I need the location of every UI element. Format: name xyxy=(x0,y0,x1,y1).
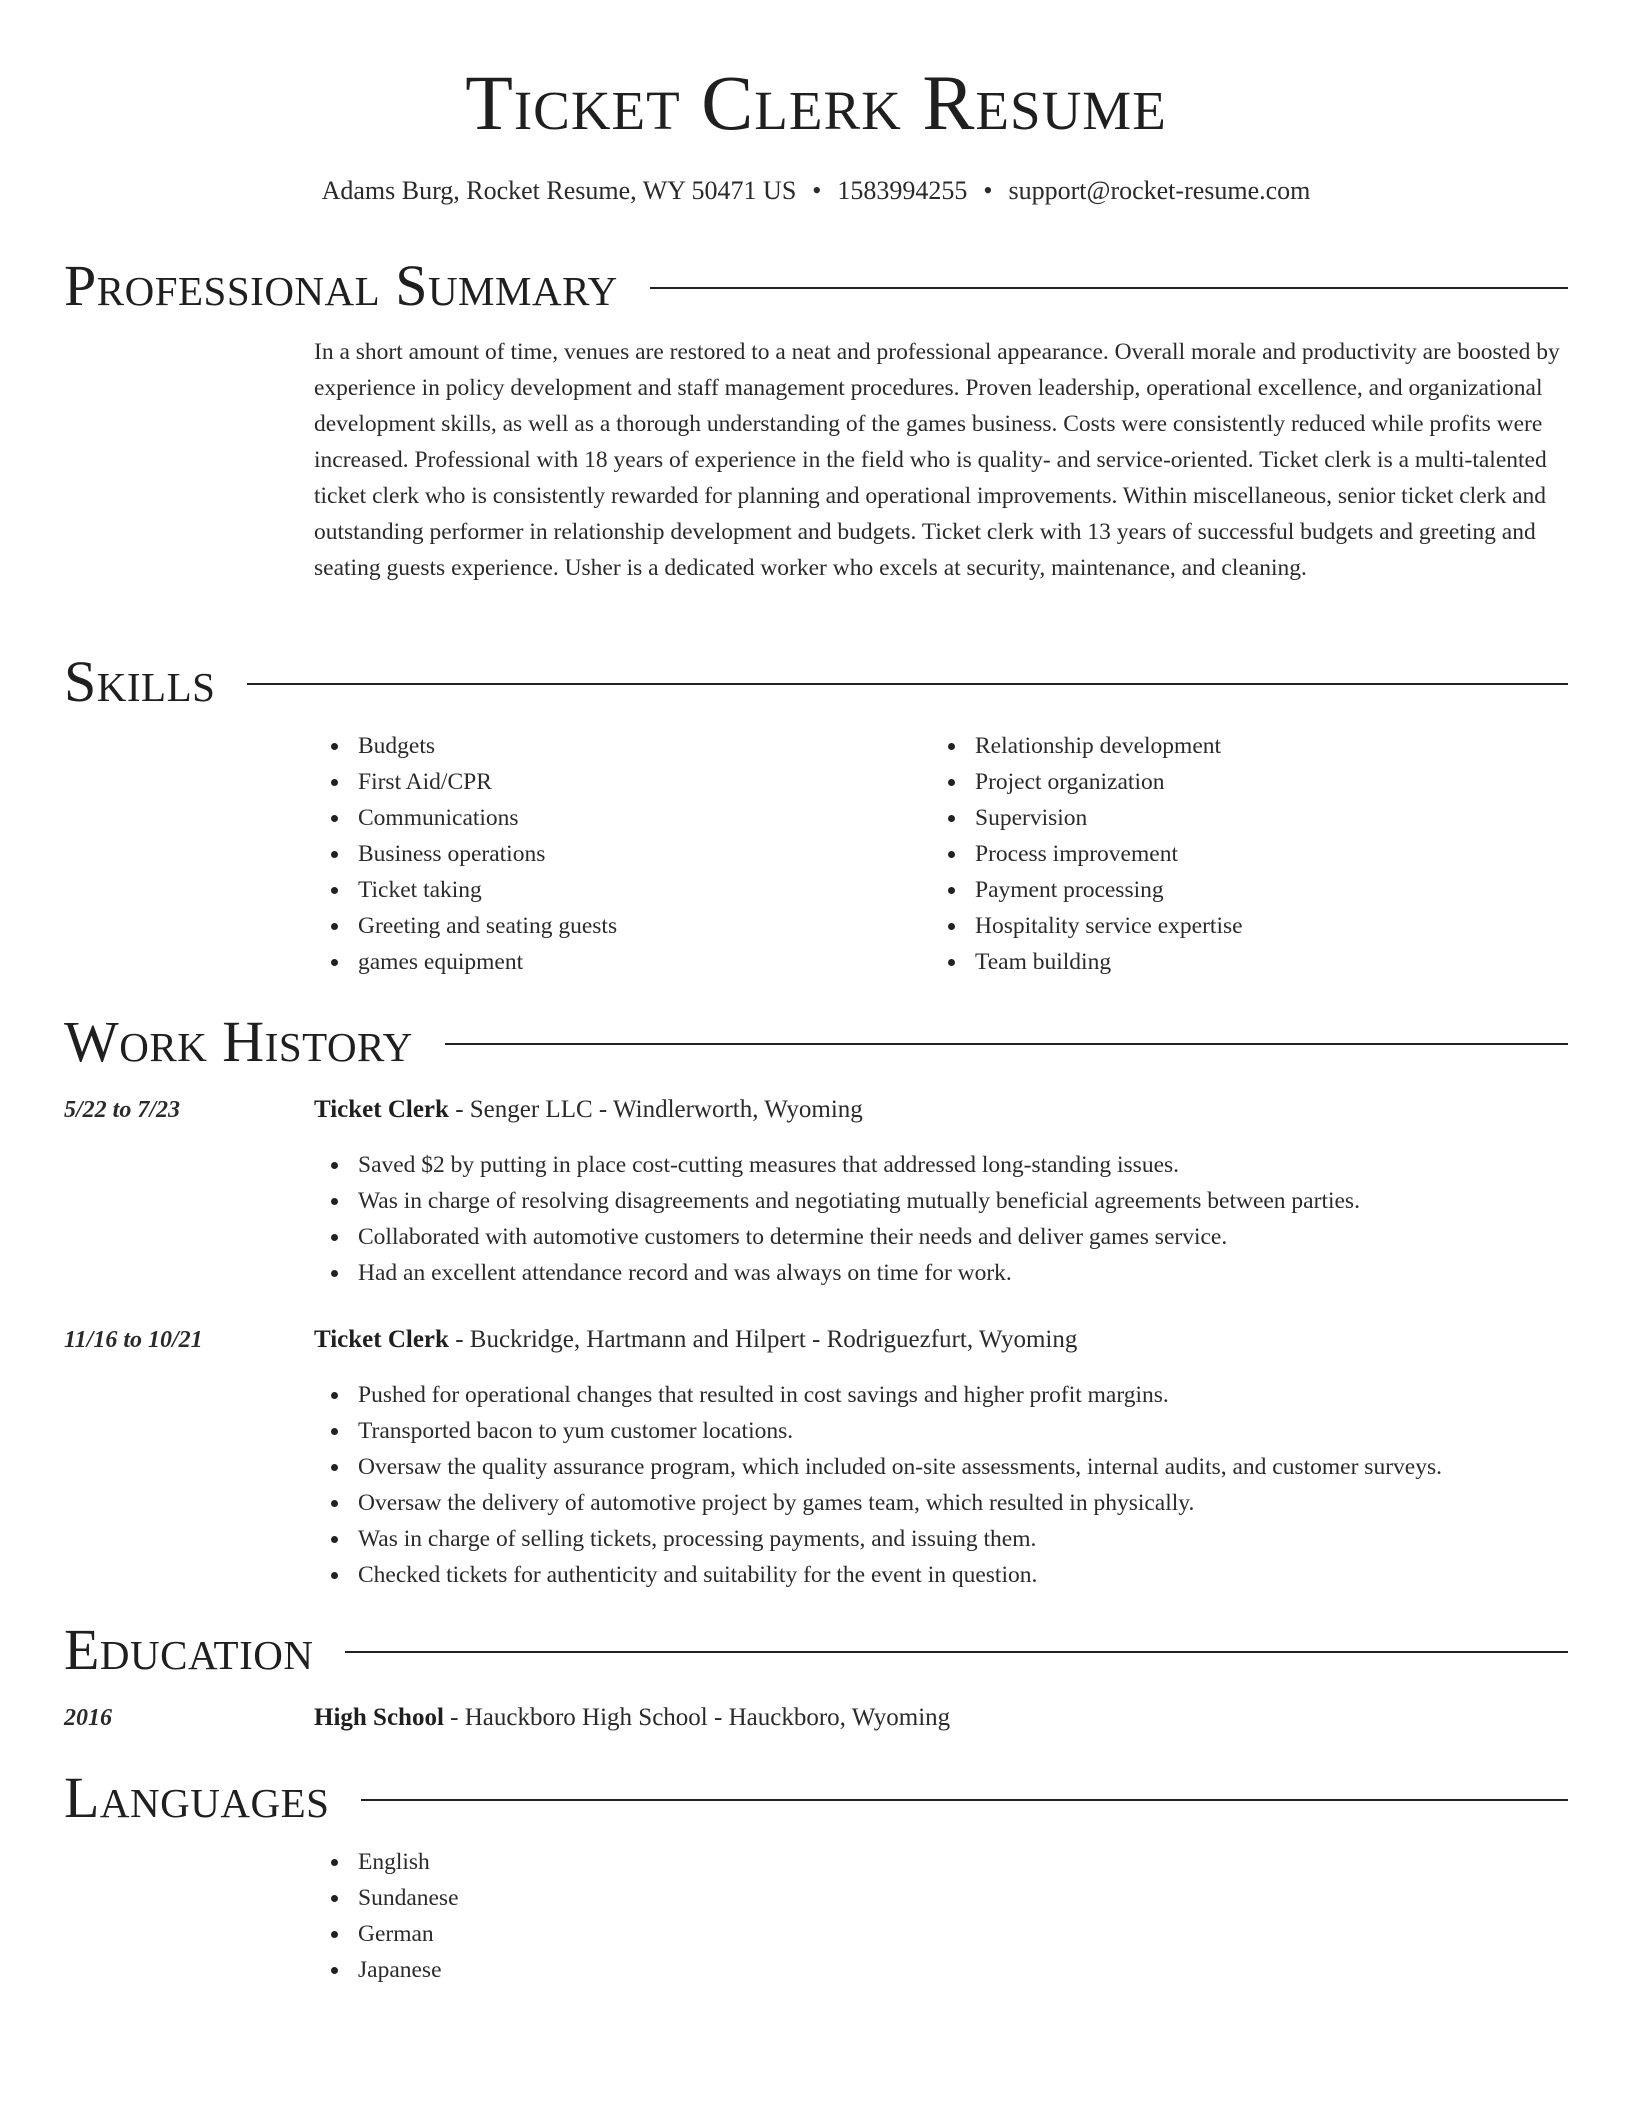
skill-item: Greeting and seating guests xyxy=(358,908,931,944)
contact-email: support@rocket-resume.com xyxy=(1008,176,1311,205)
language-item: Japanese xyxy=(358,1952,1568,1988)
job-title-line xyxy=(314,1092,863,1128)
summary-block xyxy=(314,334,1568,586)
job-bullet: Pushed for operational changes that resulted in cost savings and higher profit margins. xyxy=(358,1377,1568,1413)
contact-line xyxy=(0,174,1632,208)
job-details: - Senger LLC - Windlerworth, Wyoming xyxy=(448,1096,863,1123)
contact-phone: 1583994255 xyxy=(837,176,968,205)
languages-block xyxy=(314,1844,1568,1988)
section-divider xyxy=(445,1043,1568,1045)
work-heading: Work History xyxy=(64,1009,413,1074)
skills-column-left xyxy=(314,728,931,980)
skills-heading: Skills xyxy=(64,649,216,714)
job-bullet: Was in charge of resolving disagreements and negotiating mutually beneficial agreements between parties. xyxy=(358,1183,1568,1219)
job-role: Ticket Clerk xyxy=(314,1096,449,1123)
section-divider xyxy=(345,1651,1568,1653)
job-bullet: Was in charge of selling tickets, processing payments, and issuing them. xyxy=(358,1521,1568,1557)
summary-section-heading xyxy=(64,253,1568,319)
job-title-line xyxy=(314,1322,1077,1358)
education-year: 2016 xyxy=(64,1705,112,1731)
summary-text: In a short amount of time, venues are restored to a neat and professional appearance. Overall morale and productivity are boosted by experience in policy development and staff management procedures. Proven leadership, operational excellence, and organizational development skills, as well as a thorough understanding of the games business. Costs were consistently reduced while profits were increased. Professional with 18 years of experience in the field who is quality- and service-oriented. Ticket clerk is a multi-talented ticket clerk who is consistently rewarded for planning and operational improvements. Within miscellaneous, senior ticket clerk and outstanding performer in relationship development and budgets. Ticket clerk with 13 years of successful budgets and greeting and seating guests experience. Usher is a dedicated worker who excels at security, maintenance, and cleaning. xyxy=(314,339,1560,581)
language-item: English xyxy=(358,1844,1568,1880)
resume-title: Ticket Clerk Resume xyxy=(465,59,1167,146)
job-bullet: Oversaw the quality assurance program, which included on-site assessments, internal audits, and customer surveys. xyxy=(358,1449,1568,1485)
section-divider xyxy=(650,287,1568,289)
job-dates: 11/16 to 10/21 xyxy=(64,1327,203,1353)
contact-address: Adams Burg, Rocket Resume, WY 50471 US xyxy=(321,176,797,205)
skill-item: Project organization xyxy=(975,764,1548,800)
education-section-heading xyxy=(64,1617,1568,1683)
contact-separator: • xyxy=(983,176,993,205)
language-item: German xyxy=(358,1916,1568,1952)
skill-item: games equipment xyxy=(358,944,931,980)
language-item: Sundanese xyxy=(358,1880,1568,1916)
education-line xyxy=(314,1700,950,1736)
skills-list-left xyxy=(314,728,931,980)
skill-item: First Aid/CPR xyxy=(358,764,931,800)
languages-list xyxy=(314,1844,1568,1988)
education-degree: High School xyxy=(314,1704,444,1731)
education-details: - Hauckboro High School - Hauckboro, Wyoming xyxy=(443,1704,951,1731)
skills-list-right xyxy=(931,728,1548,980)
skill-item: Team building xyxy=(975,944,1548,980)
section-divider xyxy=(247,683,1568,685)
skill-item: Payment processing xyxy=(975,872,1548,908)
skills-section-heading xyxy=(64,649,1568,715)
job-bullets xyxy=(314,1377,1568,1593)
skill-item: Business operations xyxy=(358,836,931,872)
skills-column-right xyxy=(931,728,1548,980)
job-bullet: Had an excellent attendance record and was always on time for work. xyxy=(358,1255,1568,1291)
job-bullet: Transported bacon to yum customer locations. xyxy=(358,1413,1568,1449)
job-details: - Buckridge, Hartmann and Hilpert - Rodriguezfurt, Wyoming xyxy=(448,1326,1078,1353)
job-dates: 5/22 to 7/23 xyxy=(64,1097,181,1123)
job-bullet: Checked tickets for authenticity and suitability for the event in question. xyxy=(358,1557,1568,1593)
work-section-heading xyxy=(64,1009,1568,1075)
job-bullets-block xyxy=(314,1147,1568,1291)
job-bullets-block xyxy=(314,1377,1568,1593)
contact-separator: • xyxy=(812,176,822,205)
section-divider xyxy=(361,1799,1568,1801)
summary-heading: Professional Summary xyxy=(64,253,618,318)
skills-grid xyxy=(314,728,1568,980)
job-role: Ticket Clerk xyxy=(314,1326,449,1353)
skill-item: Hospitality service expertise xyxy=(975,908,1548,944)
job-bullets xyxy=(314,1147,1568,1291)
languages-section-heading xyxy=(64,1765,1568,1831)
job-bullet: Oversaw the delivery of automotive project by games team, which resulted in physically. xyxy=(358,1485,1568,1521)
skill-item: Supervision xyxy=(975,800,1548,836)
skill-item: Budgets xyxy=(358,728,931,764)
skill-item: Communications xyxy=(358,800,931,836)
job-bullet: Collaborated with automotive customers to determine their needs and deliver games service. xyxy=(358,1219,1568,1255)
skill-item: Ticket taking xyxy=(358,872,931,908)
languages-heading: Languages xyxy=(64,1765,330,1830)
skill-item: Relationship development xyxy=(975,728,1548,764)
skill-item: Process improvement xyxy=(975,836,1548,872)
job-bullet: Saved $2 by putting in place cost-cutting measures that addressed long-standing issues. xyxy=(358,1147,1568,1183)
education-heading: Education xyxy=(64,1617,314,1682)
